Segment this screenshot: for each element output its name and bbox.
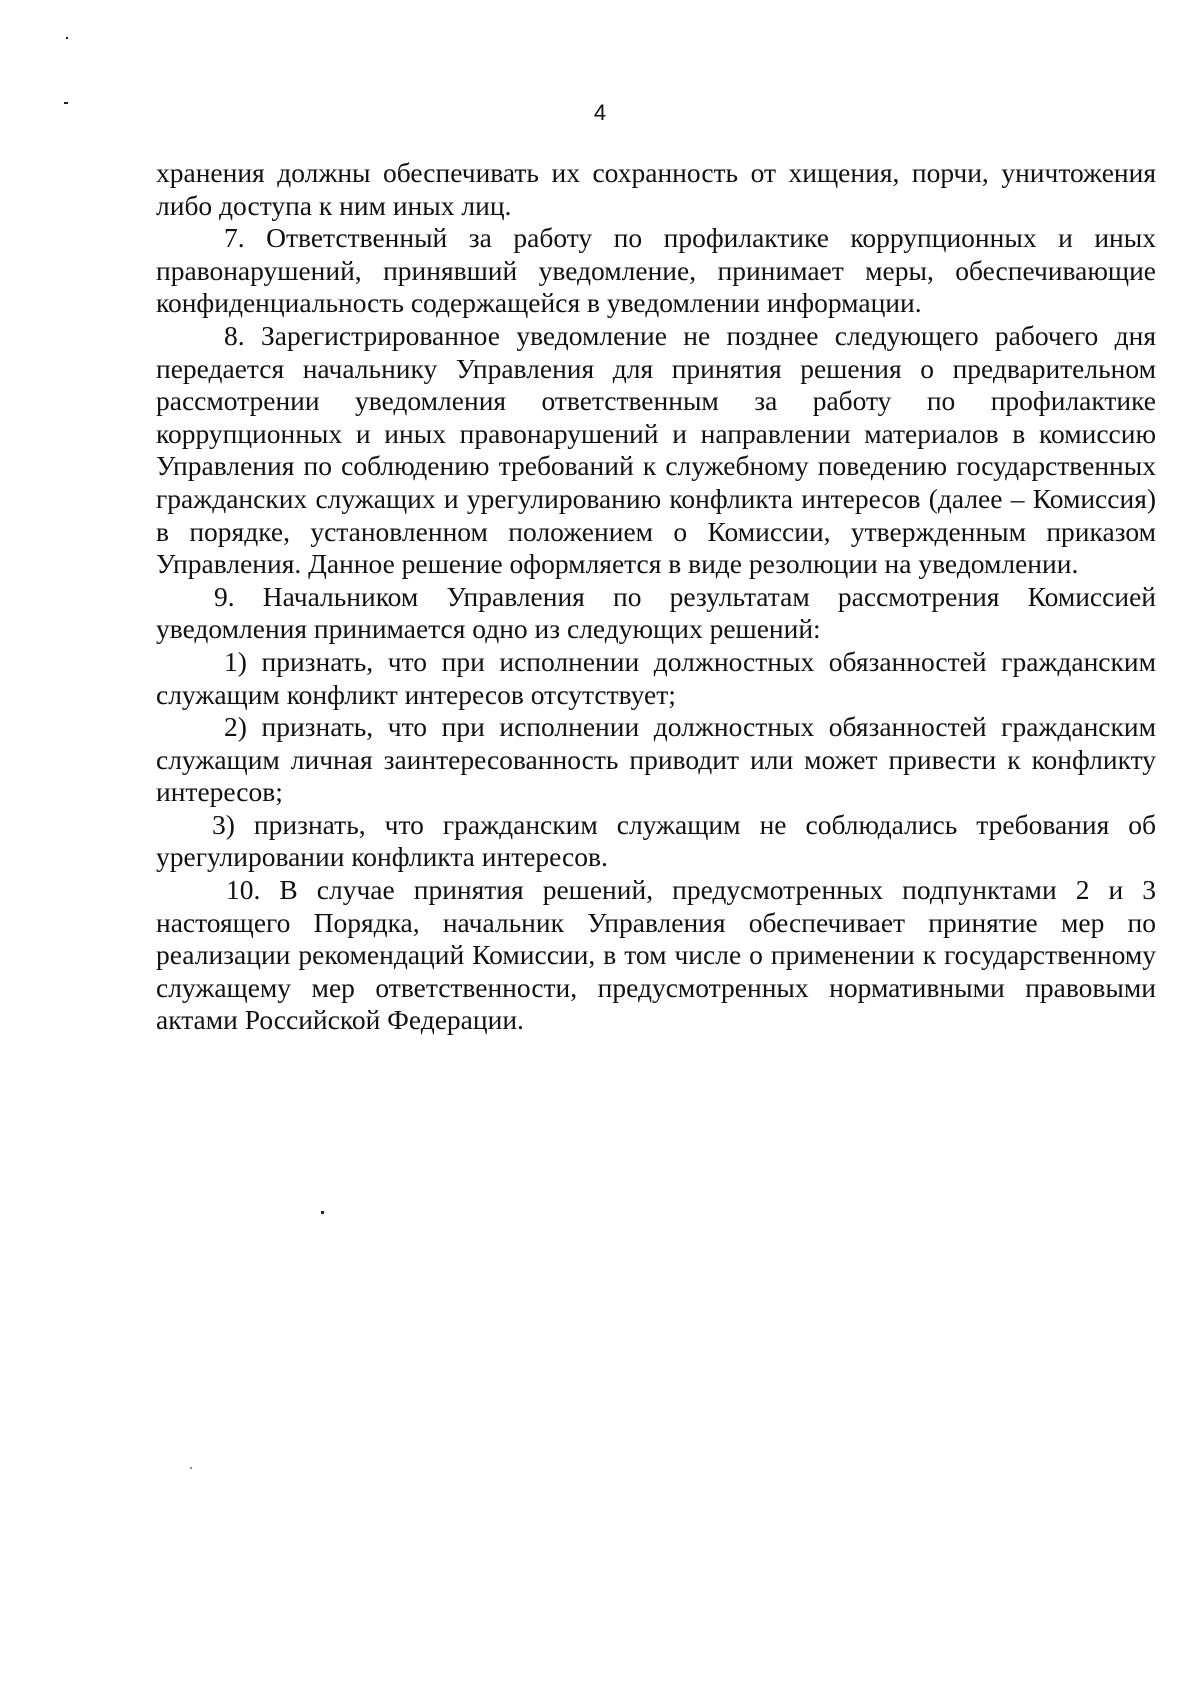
- scan-speck: [190, 1467, 192, 1469]
- paragraph-item-7: 7. Ответственный за работу по профилактике коррупционных и иных правонарушений, принявший уведомление, принимает меры, обеспечивающие конфиденциальность содержащейся в уведомлении информации.: [156, 222, 1156, 319]
- paragraph-continuation: хранения должны обеспечивать их сохранность от хищения, порчи, уничтожения либо доступа к ним иных лиц.: [156, 157, 1156, 221]
- paragraph-item-10: 10. В случае принятия решений, предусмотренных подпунктами 2 и 3 настоящего Порядка, начальник Управления обеспечивает принятие мер по реализации рекомендаций Комиссии, в том числе о применении к государственному служащему мер ответственности, предусмотренных нормативными правовыми актами Российской Федерации.: [156, 874, 1156, 1036]
- paragraph-item-9: 9. Начальником Управления по результатам рассмотрения Комиссией уведомления принимается одно из следующих решений:: [156, 580, 1156, 645]
- paragraph-item-8: 8. Зарегистрированное уведомление не позднее следующего рабочего дня передается начальнику Управления для принятия решения о предварительном рассмотрении уведомления ответственным за работу по профилактике коррупционных и иных правонарушений и направлении материалов в комиссию Управления по соблюдению требований к служебному поведению государственных гражданских служащих и урегулированию конфликта интересов (далее – Комиссия) в порядке, установленном положением о Комиссии, утвержденным приказом Управления. Данное решение оформляется в виде резолюции на уведомлении.: [156, 319, 1156, 580]
- page-number: 4: [593, 100, 607, 125]
- paragraph-subitem-2: 2) признать, что при исполнении должностных обязанностей гражданским служащим личная заинтересованность приводит или может привести к конфликту интересов;: [156, 711, 1156, 808]
- scan-speck: [321, 1211, 324, 1214]
- document-body: [156, 157, 1156, 1037]
- paragraph-subitem-3: 3) признать, что гражданским служащим не соблюдались требования об урегулировании конфликта интересов.: [156, 808, 1156, 873]
- paragraph-subitem-1: 1) признать, что при исполнении должностных обязанностей гражданским служащим конфликт интересов отсутствует;: [156, 645, 1156, 710]
- scan-speck: [66, 37, 68, 39]
